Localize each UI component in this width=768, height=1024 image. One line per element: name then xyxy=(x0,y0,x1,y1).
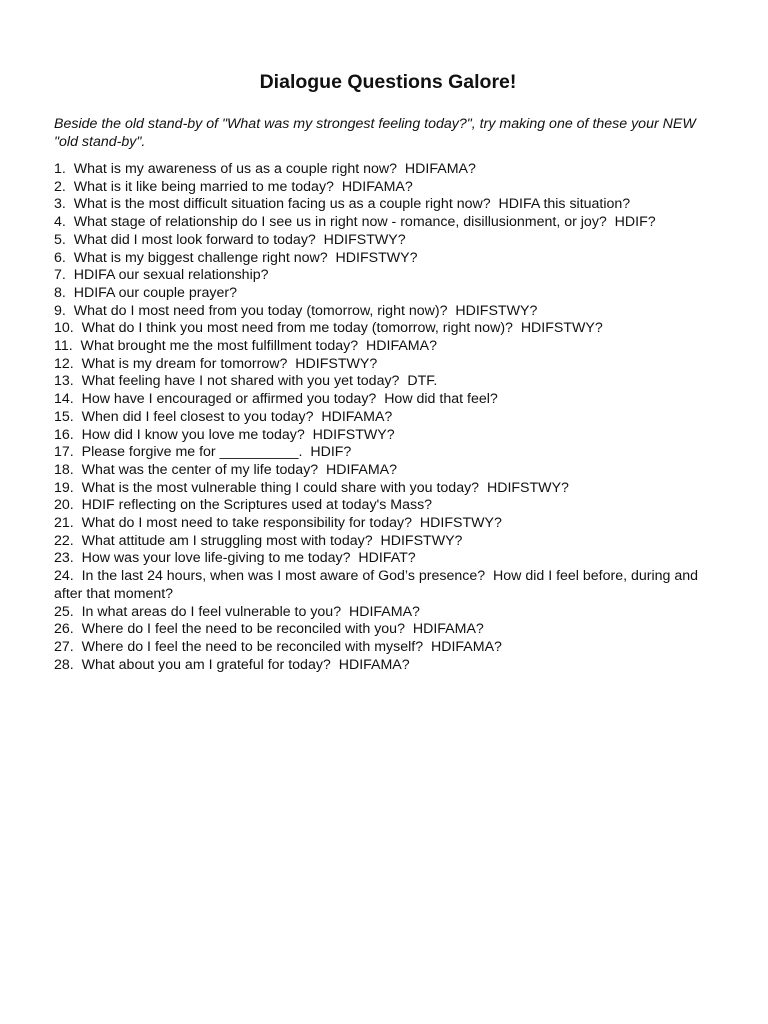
list-item: 26. Where do I feel the need to be reconciled with you? HDIFAMA? xyxy=(54,621,484,638)
list-item: 7. HDIFA our sexual relationship? xyxy=(54,267,269,284)
list-item: 17. Please forgive me for __________. HDIF? xyxy=(54,444,352,461)
list-item: 6. What is my biggest challenge right now? HDIFSTWY? xyxy=(54,249,418,266)
list-item: 9. What do I most need from you today (tomorrow, right now)? HDIFSTWY? xyxy=(54,302,538,319)
list-item: 8. HDIFA our couple prayer? xyxy=(54,284,237,301)
list-item: 1. What is my awareness of us as a couple right now? HDIFAMA? xyxy=(54,161,476,177)
list-item: 25. In what areas do I feel vulnerable to you? HDIFAMA? xyxy=(54,603,420,620)
list-item: 14. How have I encouraged or affirmed you today? How did that feel? xyxy=(54,391,498,408)
list-item: 3. What is the most difficult situation facing us as a couple right now? HDIFA this situation? xyxy=(54,196,631,213)
list-item: 23. How was your love life-giving to me today? HDIFAT? xyxy=(54,550,416,567)
list-item: 13. What feeling have I not shared with you yet today? DTF. xyxy=(54,373,438,390)
list-item: 20. HDIF reflecting on the Scriptures used at today's Mass? xyxy=(54,497,433,514)
list-item: 22. What attitude am I struggling most with today? HDIFSTWY? xyxy=(54,532,463,549)
question-list xyxy=(54,161,716,674)
list-item: 10. What do I think you most need from me today (tomorrow, right now)? HDIFSTWY? xyxy=(54,320,603,337)
list-item: 12. What is my dream for tomorrow? HDIFSTWY? xyxy=(54,355,378,372)
list-item: 24. In the last 24 hours, when was I most aware of God’s presence? How did I feel before, during and after that moment? xyxy=(54,568,703,602)
list-item: 4. What stage of relationship do I see us in right now - romance, disillusionment, or joy? HDIF? xyxy=(54,214,656,231)
list-item: 15. When did I feel closest to you today? HDIFAMA? xyxy=(54,408,393,425)
list-item: 5. What did I most look forward to today? HDIFSTWY? xyxy=(54,231,406,248)
list-item: 19. What is the most vulnerable thing I could share with you today? HDIFSTWY? xyxy=(54,479,569,496)
list-item: 16. How did I know you love me today? HDIFSTWY? xyxy=(54,426,395,443)
list-item: 11. What brought me the most fulfillment today? HDIFAMA? xyxy=(54,338,437,355)
list-item: 18. What was the center of my life today? HDIFAMA? xyxy=(54,461,398,478)
list-item: 2. What is it like being married to me today? HDIFAMA? xyxy=(54,178,413,195)
list-item: 21. What do I most need to take responsibility for today? HDIFSTWY? xyxy=(54,515,502,532)
list-item: 27. Where do I feel the need to be reconciled with myself? HDIFAMA? xyxy=(54,638,502,655)
document-page xyxy=(54,68,716,674)
list-item: 28. What about you am I grateful for today? HDIFAMA? xyxy=(54,656,410,673)
intro-paragraph: Beside the old stand-by of "What was my strongest feeling today?", try making one of these your NEW "old stand-by". xyxy=(54,116,696,150)
document-title: Dialogue Questions Galore! xyxy=(259,71,517,93)
